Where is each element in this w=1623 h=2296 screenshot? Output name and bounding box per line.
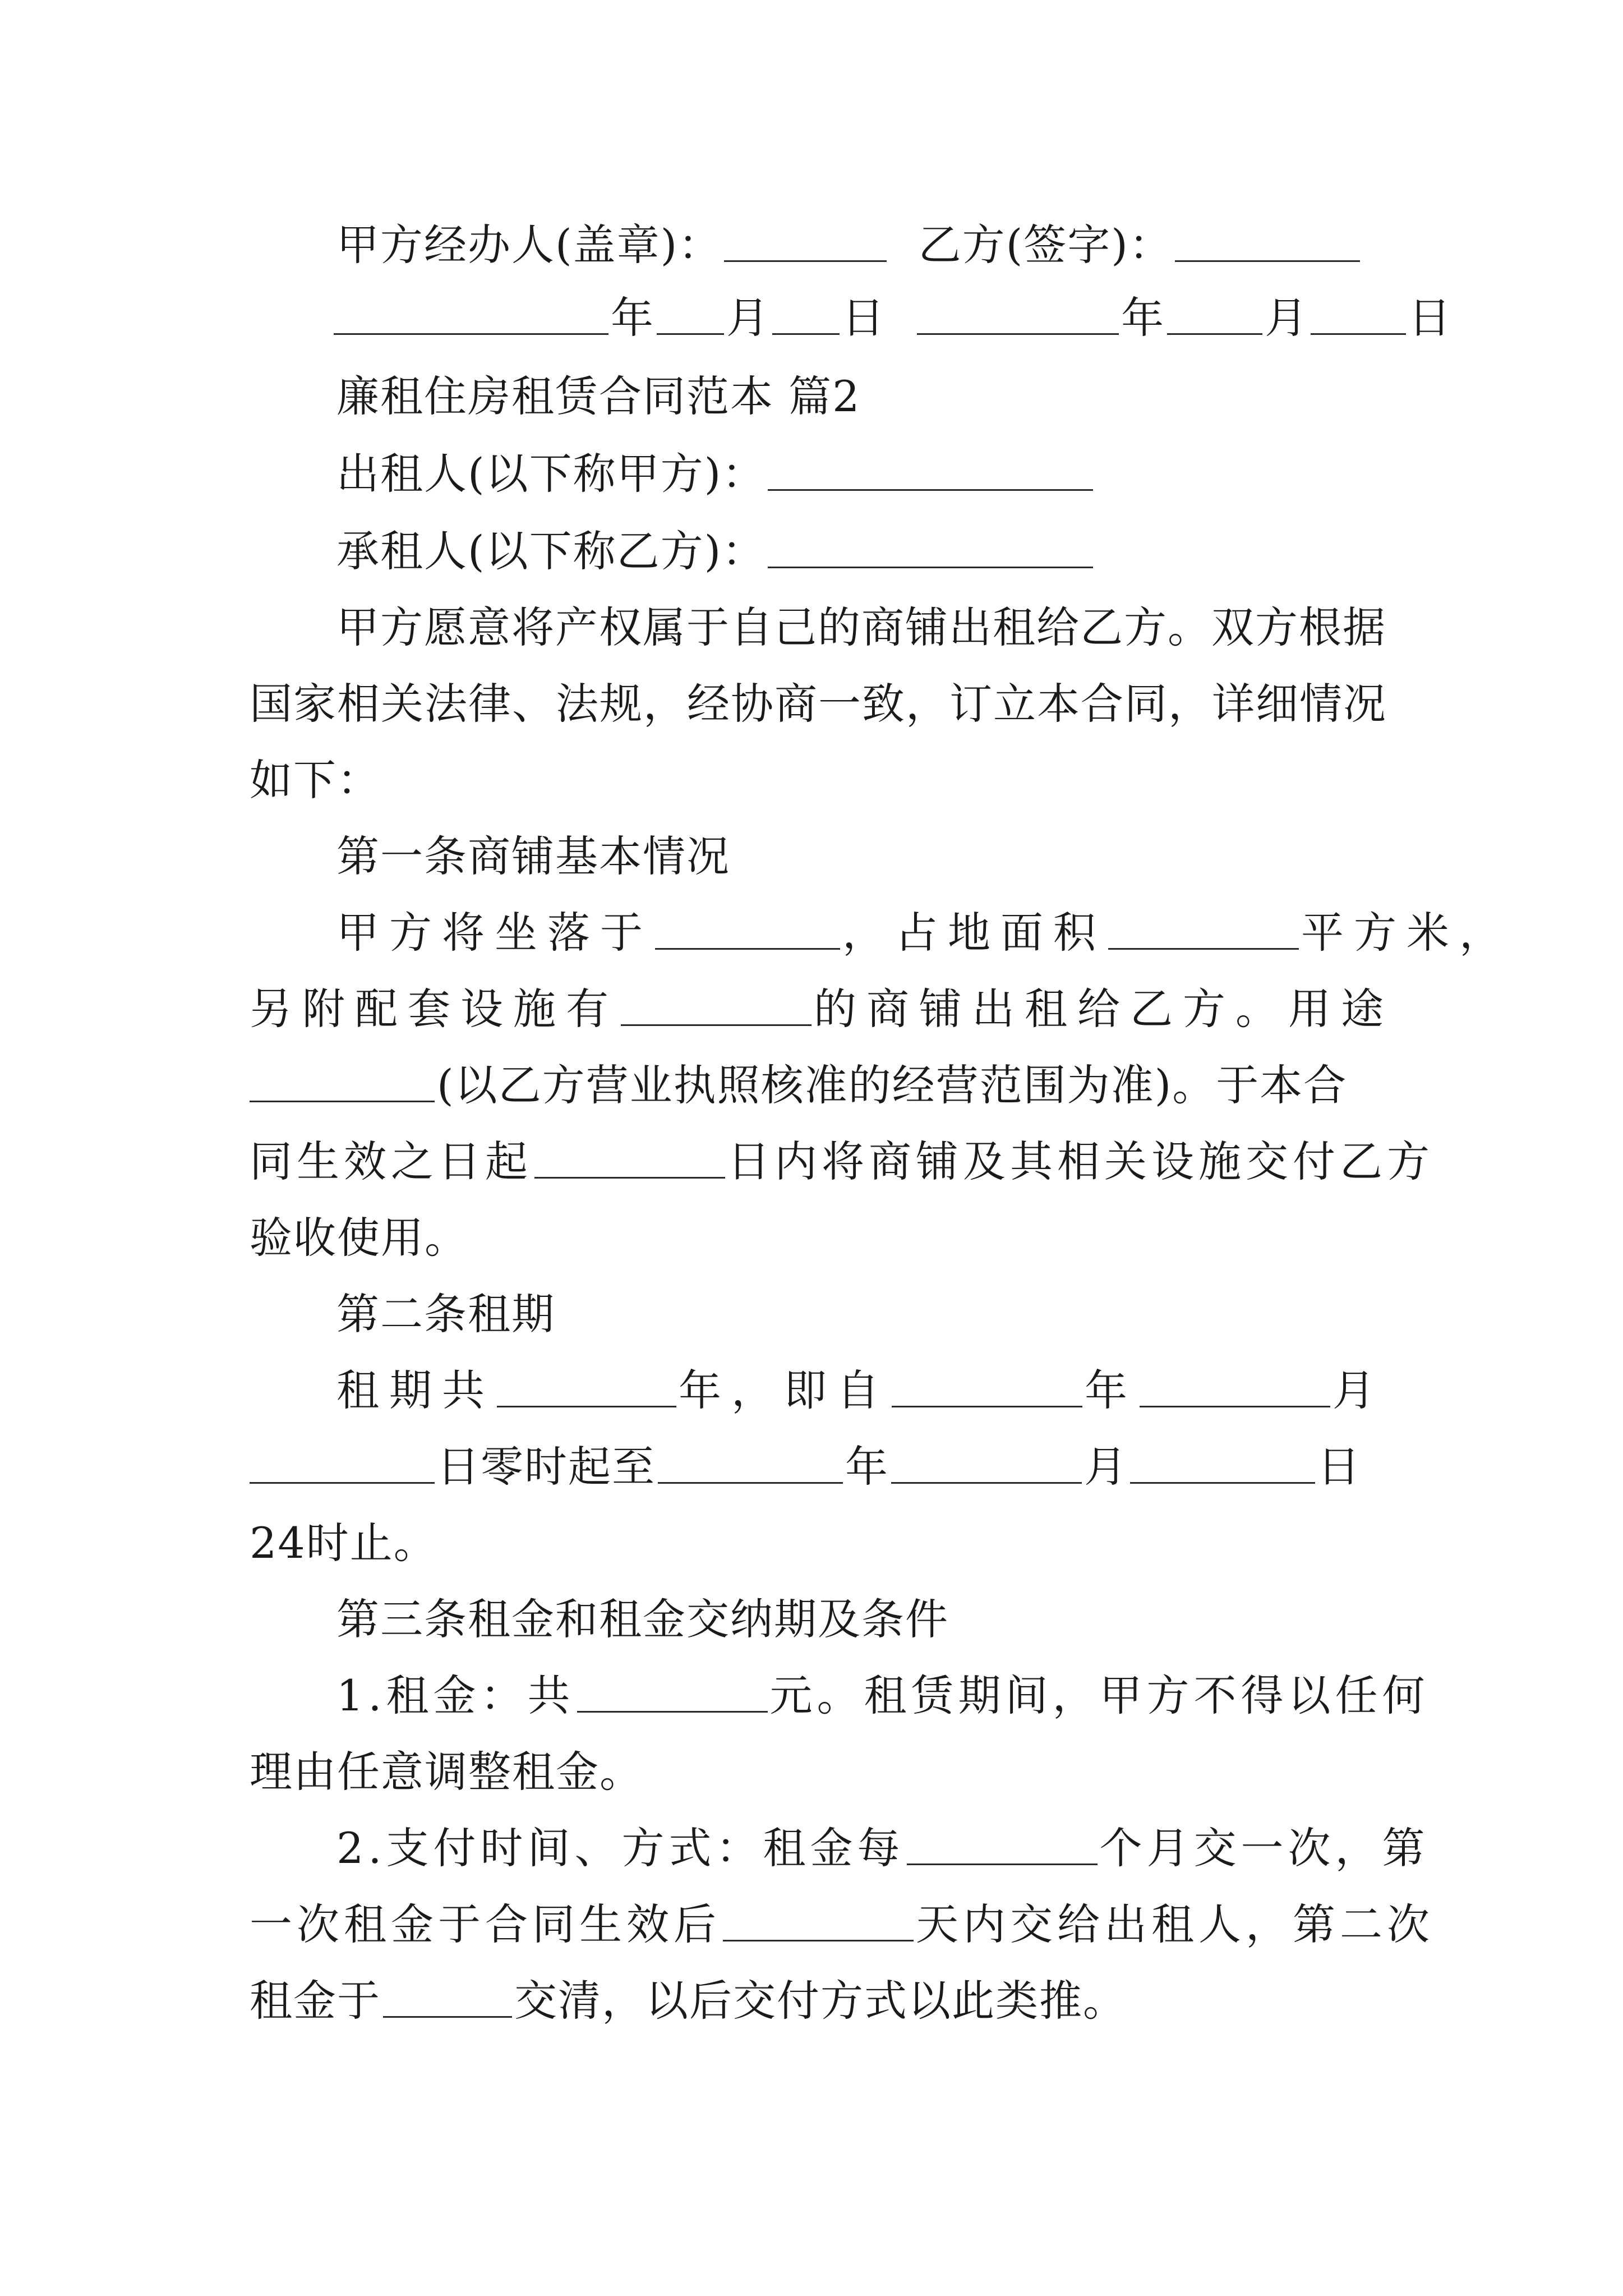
blank-field (1140, 1369, 1330, 1407)
article-1-line: 验收使用。 (250, 1213, 468, 1263)
text-span: 的商铺出租给乙方。用途 (814, 984, 1394, 1034)
blank-field (1130, 1446, 1315, 1484)
text-span: 甲方将坐落于 (336, 908, 653, 958)
text-span: 交清，以后交付方式以此类推。 (514, 1976, 1127, 2026)
blank-field (577, 1674, 768, 1713)
text-span: 租期共 (336, 1365, 495, 1415)
party-a-agent-label: 甲方经办人(盖章)： (336, 220, 722, 270)
day-label: 日 (1408, 293, 1453, 343)
text-span: 年 (845, 1442, 889, 1492)
text-span: 日零时起至 (437, 1442, 656, 1492)
blank-field (892, 1369, 1082, 1407)
blank-field (723, 1903, 914, 1941)
lessor-label: 出租人(以下称甲方)： (336, 449, 766, 499)
blank-field (1108, 912, 1299, 950)
section-title: 廉租住房租赁合同范本 篇2 (336, 371, 861, 421)
article-3-line (336, 1818, 1430, 1879)
text-span: 2.支付时间、方式：租金每 (336, 1823, 905, 1873)
article-2-line: 24时止。 (250, 1518, 437, 1568)
text-span: 年，即自 (679, 1365, 889, 1415)
article-3-line (250, 1894, 1434, 1955)
date-line (250, 287, 1453, 349)
blank-field (497, 1369, 676, 1407)
blank-field (1311, 297, 1406, 335)
article-2-line (250, 1436, 1394, 1498)
text-span: 另附配套设施有 (250, 984, 619, 1034)
blank-field (768, 453, 1093, 491)
blank-field (621, 988, 811, 1026)
month-label: 月 (726, 293, 770, 343)
blank-field (334, 297, 608, 335)
text-span: 租金于 (250, 1976, 381, 2026)
text-span: 日 (1317, 1442, 1361, 1492)
month-label: 月 (1265, 293, 1309, 343)
text-span: (以乙方营业执照核准的经营范围为准)。于本合 (437, 1060, 1348, 1110)
article-1-line (250, 1055, 1394, 1116)
text-span: 月 (1332, 1365, 1385, 1415)
blank-field (657, 297, 724, 335)
party-b-sign-label: 乙方(签字)： (918, 220, 1173, 270)
article-1-line (250, 978, 1394, 1040)
text-span: 平方米， (1301, 908, 1512, 958)
blank-field (917, 297, 1119, 335)
text-span: 日内将商铺及其相关设施交付乙方 (727, 1137, 1434, 1186)
article-1-line (250, 1131, 1434, 1193)
article-3-title: 第三条租金和租金交纳期及条件 (336, 1594, 949, 1644)
text-span: 1.租金：共 (336, 1671, 575, 1720)
signature-line (336, 214, 1396, 276)
text-span: 年 (1085, 1365, 1137, 1415)
text-span: 个月交一次，第 (1099, 1823, 1430, 1873)
intro-line: 国家相关法律、法规，经协商一致，订立本合同，详细情况 (250, 679, 1387, 729)
lessee-line (336, 521, 1396, 582)
blank-field (534, 1140, 725, 1179)
text-span: 一次租金于合同生效后 (250, 1899, 721, 1949)
blank-field (768, 530, 1093, 568)
blank-field (891, 1446, 1082, 1484)
article-1-title: 第一条商铺基本情况 (336, 831, 730, 881)
article-3-line (336, 1665, 1430, 1727)
blank-field (250, 1446, 435, 1484)
text-span: 同生效之日起 (250, 1137, 532, 1186)
blank-field (1167, 297, 1262, 335)
text-span: 天内交给出租人，第二次 (916, 1899, 1434, 1949)
lessee-label: 承租人(以下称乙方)： (336, 526, 766, 576)
blank-field (907, 1827, 1098, 1865)
blank-field (383, 1980, 512, 2018)
text-span: ，占地面积 (842, 908, 1106, 958)
year-label: 年 (611, 293, 654, 343)
article-1-line (336, 902, 1512, 964)
article-3-line (250, 1970, 1394, 2032)
text-span: 元。租赁期间，甲方不得以任何 (769, 1671, 1430, 1720)
lessor-line (336, 443, 1396, 505)
article-2-title: 第二条租期 (336, 1289, 555, 1339)
intro-line: 如下： (250, 755, 381, 805)
blank-field (1175, 224, 1360, 262)
day-label: 日 (842, 293, 886, 343)
blank-field (250, 1064, 435, 1102)
blank-field (655, 912, 840, 950)
intro-line: 甲方愿意将产权属于自己的商铺出租给乙方。双方根据 (336, 602, 1386, 652)
article-3-line: 理由任意调整租金。 (250, 1747, 643, 1797)
blank-field (772, 297, 840, 335)
blank-field (724, 224, 887, 262)
year-label: 年 (1121, 293, 1165, 343)
article-2-line (336, 1360, 1396, 1421)
blank-field (658, 1446, 843, 1484)
text-span: 月 (1084, 1442, 1128, 1492)
